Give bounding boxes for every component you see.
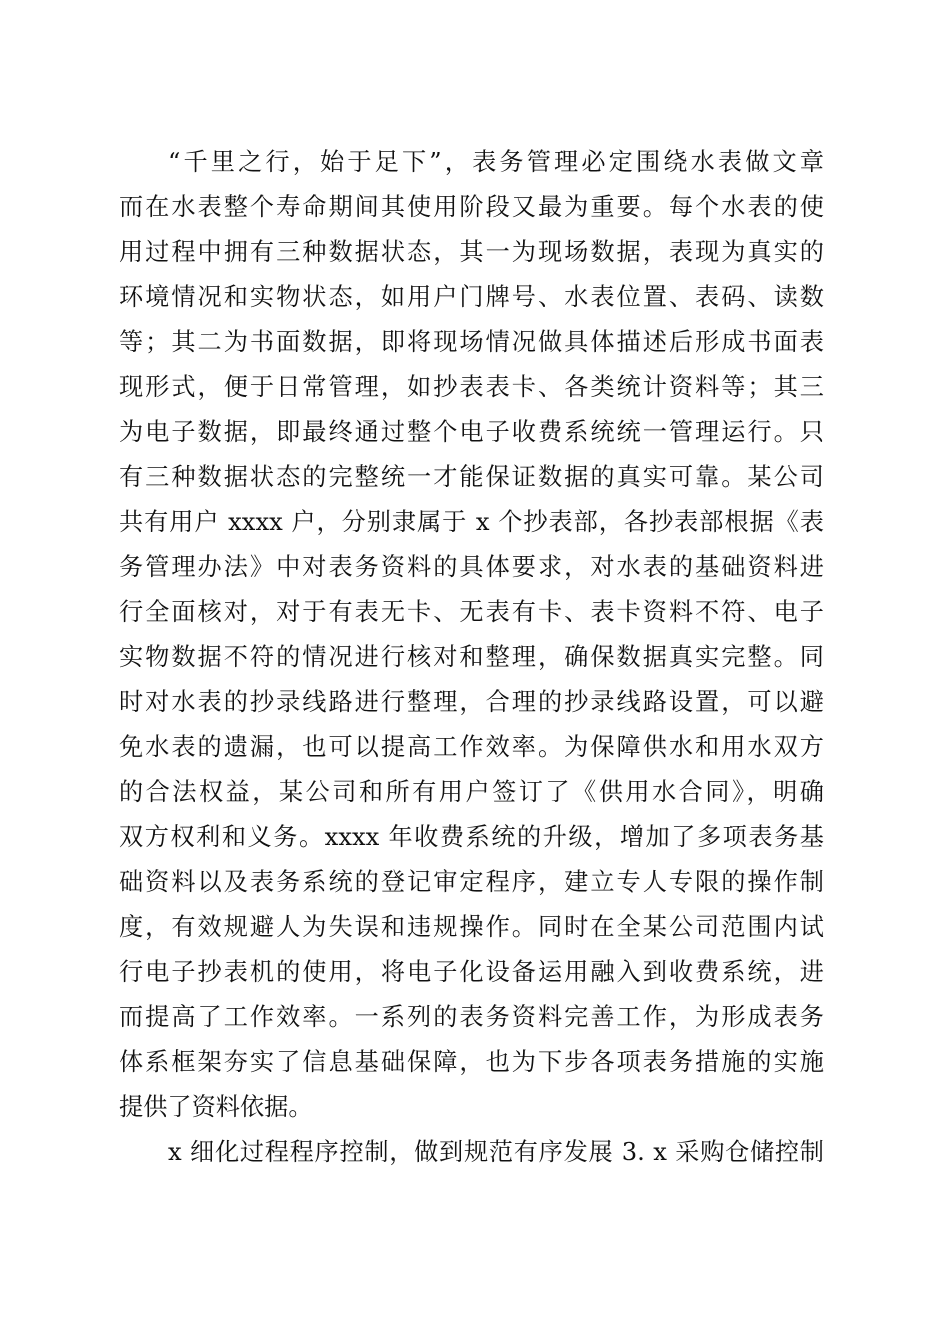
paragraph-1-line-7: 为电子数据，即最终通过整个电子收费系统统一管理运行。只 [119,418,824,446]
paragraph-1-line-8: 有三种数据状态的完整统一才能保证数据的真实可靠。某公司 [119,463,824,491]
paragraph-1-line-3: 用过程中拥有三种数据状态，其一为现场数据，表现为真实的 [119,238,824,266]
paragraph-1-line-17: 础资料以及表务系统的登记审定程序，建立专人专限的操作制 [119,868,824,896]
paragraph-1-line-11: 行全面核对，对于有表无卡、无表有卡、表卡资料不符、电子 [119,598,824,626]
paragraph-1-line-5: 等；其二为书面数据，即将现场情况做具体描述后形成书面表 [119,328,824,356]
paragraph-1-line-15: 的合法权益，某公司和所有用户签订了《供用水合同》，明确 [119,778,824,806]
paragraph-1-line-12: 实物数据不符的情况进行核对和整理，确保数据真实完整。同 [119,643,824,671]
paragraph-1-line-21: 体系框架夯实了信息基础保障，也为下步各项表务措施的实施 [119,1048,824,1076]
paragraph-1-line-6: 现形式，便于日常管理，如抄表表卡、各类统计资料等；其三 [119,373,824,401]
paragraph-1-line-13: 时对水表的抄录线路进行整理，合理的抄录线路设置，可以避 [119,688,824,716]
paragraph-1-line-14: 免水表的遗漏，也可以提高工作效率。为保障供水和用水双方 [119,733,824,761]
paragraph-1-line-22: 提供了资料依据。 [119,1093,313,1121]
paragraph-1-line-2: 而在水表整个寿命期间其使用阶段又最为重要。每个水表的使 [119,193,824,221]
paragraph-1-line-1: “千里之行，始于足下”，表务管理必定围绕水表做文章 [168,148,824,176]
paragraph-1-line-18: 度，有效规避人为失误和违规操作。同时在全某公司范围内试 [119,913,824,941]
paragraph-1-line-10: 务管理办法》中对表务资料的具体要求，对水表的基础资料进 [119,553,824,581]
paragraph-2-line-1: x 细化过程程序控制，做到规范有序发展 3. x 采购仓储控制 [168,1138,824,1166]
paragraph-1-line-9: 共有用户 xxxx 户，分别隶属于 x 个抄表部，各抄表部根据《表 [119,508,824,536]
paragraph-1-line-20: 而提高了工作效率。一系列的表务资料完善工作，为形成表务 [119,1003,824,1031]
paragraph-1-line-19: 行电子抄表机的使用，将电子化设备运用融入到收费系统，进 [119,958,824,986]
paragraph-1-line-4: 环境情况和实物状态，如用户门牌号、水表位置、表码、读数 [119,283,824,311]
paragraph-1-line-16: 双方权利和义务。xxxx 年收费系统的升级，增加了多项表务基 [119,823,824,851]
